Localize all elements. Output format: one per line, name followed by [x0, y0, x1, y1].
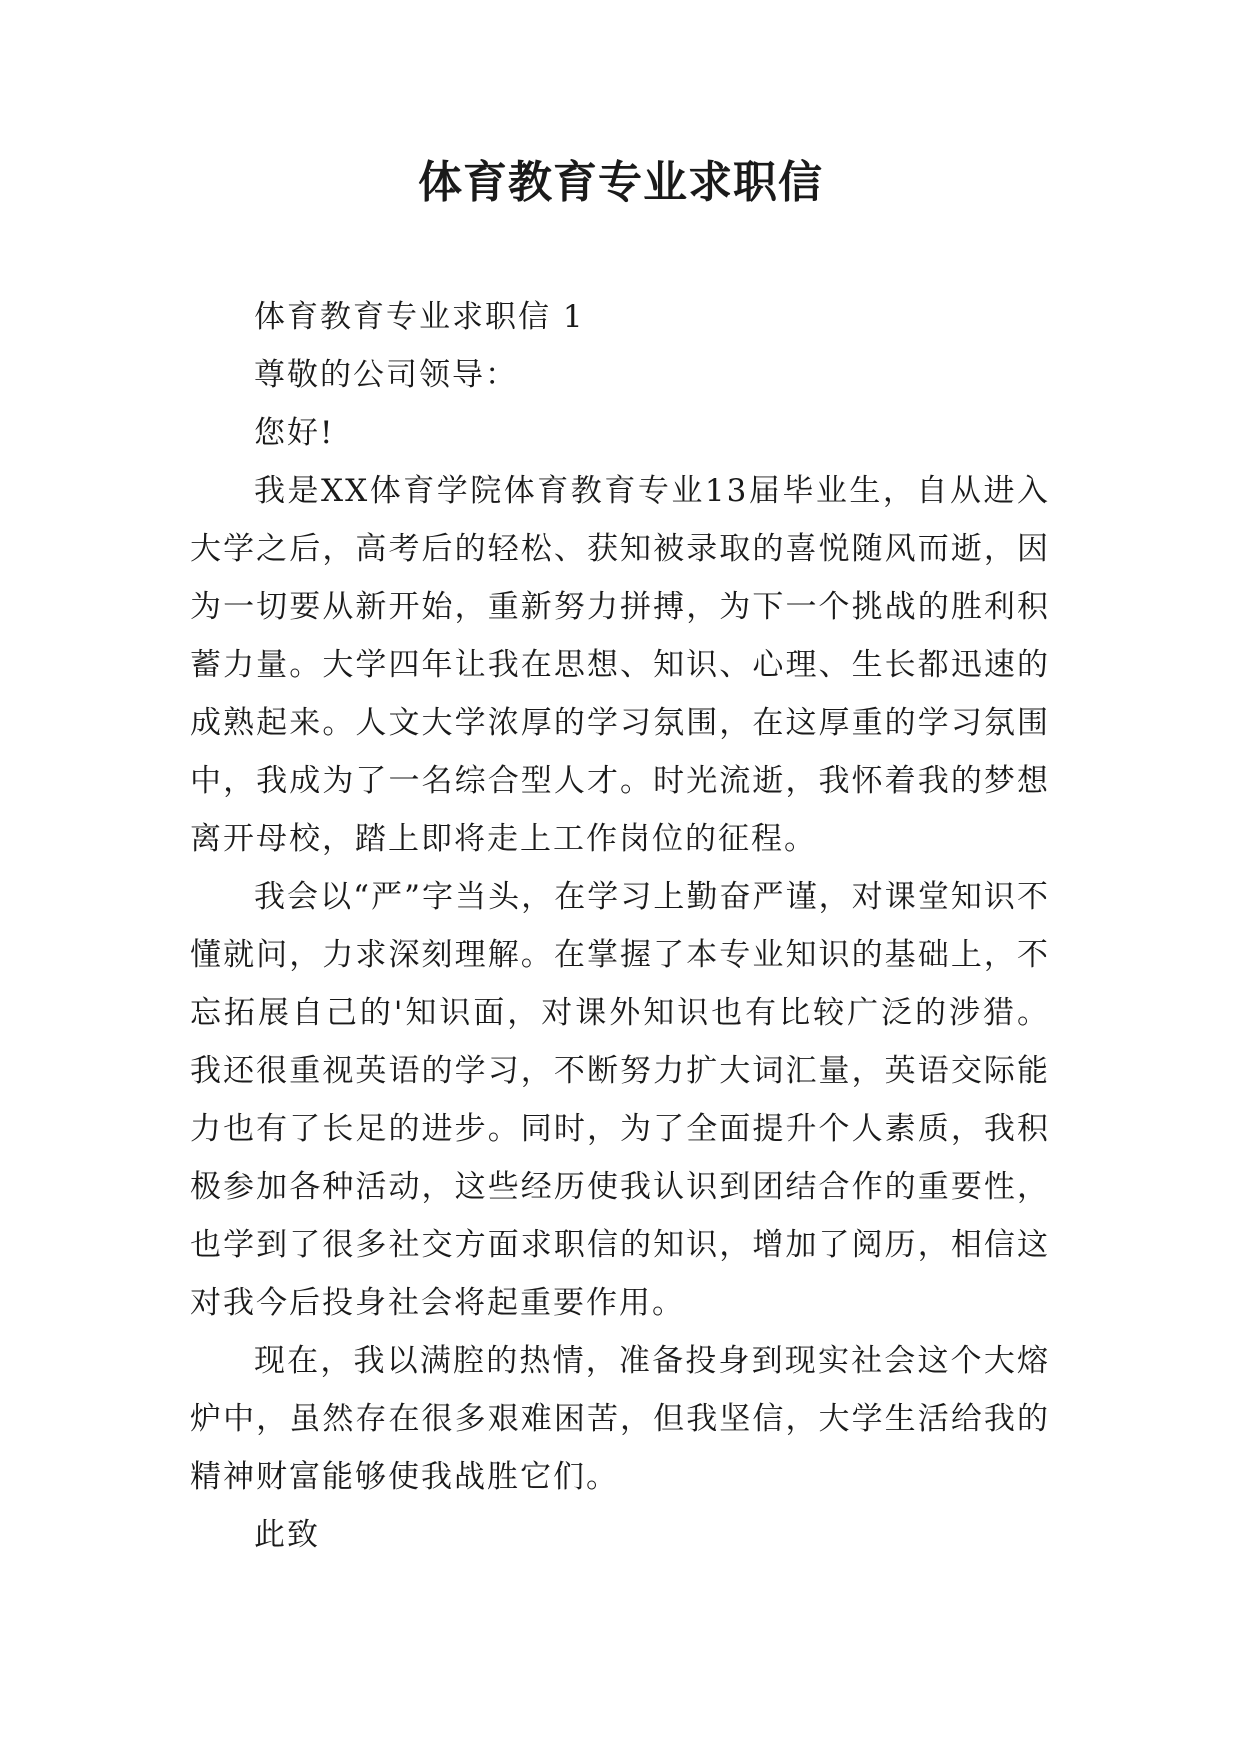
closing: 此致 [254, 1517, 320, 1553]
letter-heading: 体育教育专业求职信 1 [254, 299, 585, 335]
greeting: 您好! [254, 415, 335, 451]
body-paragraph: 现在，我以满腔的热情，准备投身到现实社会这个大熔炉中，虽然存在很多艰难困苦，但我坚信，大学生活给我的精神财富能够使我战胜它们。 [190, 1343, 1050, 1495]
salutation: 尊敬的公司领导： [254, 357, 518, 393]
body-paragraph: 我是XX体育学院体育教育专业13届毕业生，自从进入大学之后，高考后的轻松、获知被录取的喜悦随风而逝，因为一切要从新开始，重新努力拼搏，为下一个挑战的胜利积蓄力量。大学四年让我在思想、知识、心理、生长都迅速的成熟起来。人文大学浓厚的学习氛围，在这厚重的学习氛围中，我成为了一名综合型人才。时光流逝，我怀着我的梦想离开母校，踏上即将走上工作岗位的征程。 [190, 473, 1050, 857]
document-title: 体育教育专业求职信 [418, 157, 823, 208]
letter-body [190, 288, 1050, 1564]
body-paragraph: 我会以“严”字当头，在学习上勤奋严谨，对课堂知识不懂就问，力求深刻理解。在掌握了本专业知识的基础上，不忘拓展自己的'知识面，对课外知识也有比较广泛的涉猎。我还很重视英语的学习，不断努力扩大词汇量，英语交际能力也有了长足的进步。同时，为了全面提升个人素质，我积极参加各种活动，这些经历使我认识到团结合作的重要性，也学到了很多社交方面求职信的知识，增加了阅历，相信这对我今后投身社会将起重要作用。 [190, 879, 1050, 1321]
